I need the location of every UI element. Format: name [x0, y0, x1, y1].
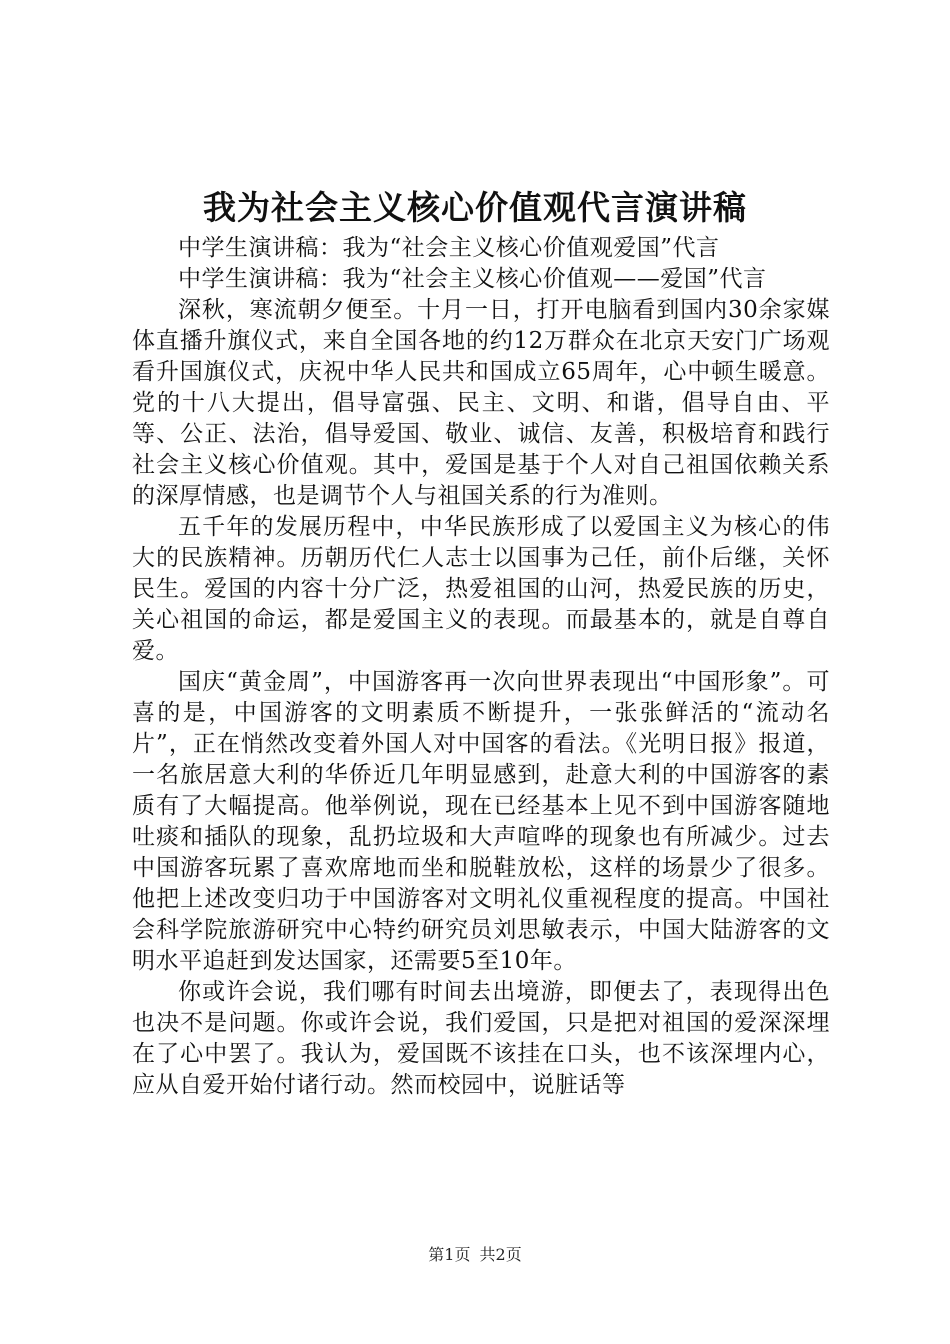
subtitle-line: 中学生演讲稿：我为“社会主义核心价值观——爱国”代言	[178, 266, 767, 292]
document-body	[132, 233, 830, 1101]
page-footer	[0, 1244, 950, 1266]
body-paragraph: 你或许会说，我们哪有时间去出境游，即便去了，表现得出色也决不是问题。你或许会说，我们爱国，只是把对祖国的爱深深埋在了心中罢了。我认为，爱国既不该挂在口头，也不该深埋内心，应从自爱开始付诸行动。然而校园中，说脏话等	[132, 979, 830, 1098]
page-total: 共2页	[479, 1245, 522, 1264]
body-paragraph: 国庆“黄金周”，中国游客再一次向世界表现出“中国形象”。可喜的是，中国游客的文明素质不断提升，一张张鲜活的“流动名片”，正在悄然改变着外国人对中国客的看法。《光明日报》报道，一名旅居意大利的华侨近几年明显感到，赴意大利的中国游客的素质有了大幅提高。他举例说，现在已经基本上见不到中国游客随地吐痰和插队的现象，乱扔垃圾和大声喧哗的现象也有所减少。过去中国游客玩累了喜欢席地而坐和脱鞋放松，这样的场景少了很多。他把上述改变归功于中国游客对文明礼仪重视程度的提高。中国社会科学院旅游研究中心特约研究员刘思敏表示，中国大陆游客的文明水平追赶到发达国家，还需要5至10年。	[132, 669, 830, 974]
body-paragraph: 五千年的发展历程中，中华民族形成了以爱国主义为核心的伟大的民族精神。历朝历代仁人志士以国事为己任，前仆后继，关怀民生。爱国的内容十分广泛，热爱祖国的山河，热爱民族的历史，关心祖国的命运，都是爱国主义的表现。而最基本的，就是自尊自爱。	[132, 514, 830, 664]
document-title: 我为社会主义核心价值观代言演讲稿	[203, 188, 747, 227]
body-paragraph: 深秋，寒流朝夕便至。十月一日，打开电脑看到国内30余家媒体直播升旗仪式，来自全国各地的约12万群众在北京天安门广场观看升国旗仪式，庆祝中华人民共和国成立65周年，心中顿生暖意。党的十八大提出，倡导富强、民主、文明、和谐，倡导自由、平等、公正、法治，倡导爱国、敬业、诚信、友善，积极培育和践行社会主义核心价值观。其中，爱国是基于个人对自己祖国依赖关系的深厚情感，也是调节个人与祖国关系的行为准则。	[132, 297, 830, 509]
page-number: 第1页	[428, 1245, 471, 1264]
subtitle-line: 中学生演讲稿：我为“社会主义核心价值观爱国”代言	[178, 235, 720, 261]
